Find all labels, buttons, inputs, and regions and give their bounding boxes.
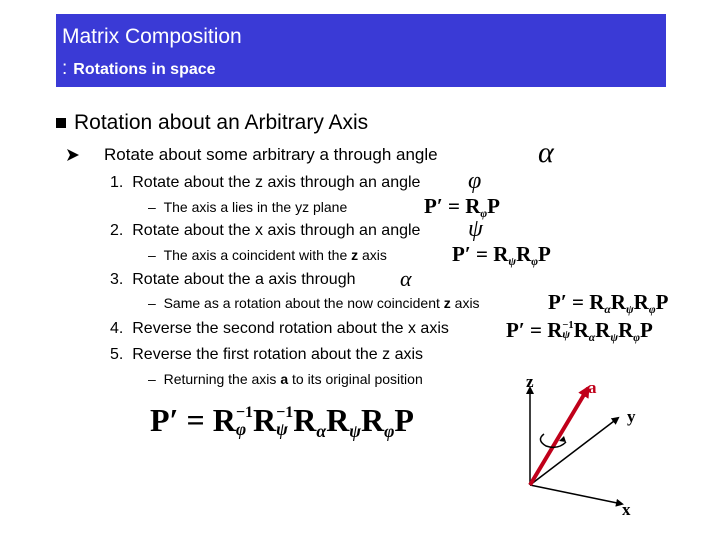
- title-banner: [56, 14, 666, 87]
- eq-equals: =: [475, 242, 488, 266]
- note-text: to its original position: [288, 371, 423, 387]
- eq-prime: ′: [436, 194, 443, 218]
- note-3: [148, 295, 480, 311]
- alpha-symbol: α: [538, 136, 554, 169]
- eq-sub-phi: φ: [235, 418, 247, 439]
- eq-equals: =: [447, 194, 460, 218]
- eq-r: R: [595, 318, 611, 342]
- step-text: Reverse the first rotation about the z axis: [132, 346, 424, 363]
- note-text: axis: [450, 295, 480, 311]
- axis-diagram: [500, 370, 660, 530]
- note-text: The axis a lies in the yz plane: [163, 199, 348, 215]
- eq-r: R: [573, 318, 589, 342]
- dash: –: [148, 199, 156, 215]
- note-bold: a: [280, 371, 289, 387]
- step-number: 4.: [110, 320, 124, 337]
- eq-p: P: [394, 402, 414, 438]
- x-label: x: [622, 500, 631, 519]
- eq-equals: =: [571, 290, 584, 314]
- eq-sub-psi: ψ: [610, 332, 619, 345]
- step-text: Reverse the second rotation about the x axis: [132, 320, 449, 337]
- step-number: 1.: [110, 174, 124, 191]
- eq-sup-inv: −1: [235, 403, 254, 421]
- eq-r: R: [516, 242, 532, 266]
- dash: –: [148, 295, 156, 311]
- intro-text: Rotate about some arbitrary a through angle: [104, 145, 438, 164]
- eq-r: R: [465, 194, 481, 218]
- eq-prime: ′: [560, 290, 567, 314]
- step-number: 2.: [110, 222, 124, 239]
- eq-r: R: [547, 318, 563, 342]
- eq-prime: ′: [169, 402, 179, 438]
- eq-p: P: [548, 290, 561, 314]
- dash: –: [148, 247, 156, 263]
- equation-1: [424, 194, 500, 220]
- eq-prime: ′: [464, 242, 471, 266]
- sub-sup-group: [276, 402, 293, 439]
- dash: –: [148, 371, 156, 387]
- eq-sub-phi: φ: [633, 332, 640, 345]
- step-text: Rotate about the a axis through: [132, 271, 356, 288]
- eq-r: R: [326, 402, 350, 438]
- eq-sub-alpha: α: [588, 332, 596, 345]
- eq-r: R: [610, 290, 626, 314]
- note-bold: z: [443, 295, 451, 311]
- eq-sub-alpha: α: [316, 421, 327, 442]
- note-bold: z: [351, 247, 359, 263]
- y-label: y: [627, 407, 636, 426]
- equation-4: [506, 318, 653, 344]
- note-2: [148, 247, 387, 263]
- slide-subtitle: [62, 58, 216, 80]
- y-axis-line: [530, 418, 618, 485]
- sub-sup-group: [562, 318, 573, 343]
- step-text: Rotate about the x axis through an angle: [132, 222, 421, 239]
- eq-r: R: [212, 402, 236, 438]
- step-number: 3.: [110, 271, 124, 288]
- note-text: axis: [358, 247, 387, 263]
- subtitle-colon: :: [62, 58, 68, 79]
- slide-title: Matrix Composition: [62, 25, 242, 48]
- eq-p: P: [452, 242, 465, 266]
- note-text: Returning the axis: [163, 371, 281, 387]
- eq-sup-inv: −1: [276, 403, 294, 421]
- eq-sub-alpha: α: [604, 304, 611, 317]
- eq-p: P: [506, 318, 519, 342]
- eq-sub-psi: ψ: [625, 304, 634, 317]
- eq-r: R: [360, 402, 385, 438]
- eq-r: R: [633, 290, 649, 314]
- eq-r: R: [293, 402, 317, 438]
- psi-symbol: ψ: [468, 216, 483, 242]
- phi-symbol: φ: [468, 168, 482, 194]
- equation-2: [452, 242, 551, 268]
- eq-p: P: [640, 318, 653, 342]
- step-text: Rotate about the z axis through an angle: [132, 174, 421, 191]
- eq-r: R: [589, 290, 605, 314]
- note-5: [148, 371, 423, 387]
- eq-sub-psi: ψ: [508, 256, 517, 269]
- eq-r: R: [493, 242, 509, 266]
- eq-p: P: [538, 242, 551, 266]
- step-4: [110, 320, 449, 338]
- step-number: 5.: [110, 346, 124, 363]
- note-1: [148, 199, 347, 215]
- step-1: [110, 174, 420, 192]
- eq-prime: ′: [518, 318, 525, 342]
- eq-sub-phi: φ: [531, 256, 539, 269]
- x-axis-line: [530, 485, 622, 504]
- z-label: z: [526, 372, 534, 391]
- note-text: The axis a coincident with the: [163, 247, 352, 263]
- arrow-bullet-icon: [66, 148, 80, 162]
- eq-p: P: [150, 402, 170, 438]
- eq-sub-phi: φ: [648, 304, 656, 317]
- note-text: Same as a rotation about the now coincident: [163, 295, 444, 311]
- eq-p: P: [424, 194, 437, 218]
- eq-r: R: [618, 318, 634, 342]
- step-2: [110, 222, 420, 240]
- eq-equals: =: [186, 402, 205, 438]
- equation-3: [548, 290, 668, 316]
- eq-p: P: [487, 194, 500, 218]
- eq-sup-inv: −1: [562, 319, 574, 331]
- eq-sub-phi: φ: [480, 208, 488, 221]
- final-equation: [150, 402, 414, 442]
- eq-sub-psi: ψ: [276, 418, 288, 439]
- eq-equals: =: [529, 318, 542, 342]
- a-axis-vector: [530, 388, 588, 485]
- eq-sub-phi: φ: [384, 421, 395, 442]
- eq-p: P: [655, 290, 669, 314]
- alpha-symbol: α: [400, 266, 412, 291]
- step-3: [110, 271, 356, 289]
- eq-sub-psi: ψ: [349, 421, 361, 442]
- square-bullet-icon: [56, 118, 66, 128]
- sub-sup-group: [236, 402, 253, 439]
- a-label: a: [588, 378, 597, 397]
- section-heading: Rotation about an Arbitrary Axis: [74, 111, 369, 134]
- eq-r: R: [253, 402, 277, 438]
- subtitle-text: Rotations in space: [73, 61, 216, 78]
- step-5: [110, 346, 423, 364]
- eq-sub-psi: ψ: [562, 328, 571, 341]
